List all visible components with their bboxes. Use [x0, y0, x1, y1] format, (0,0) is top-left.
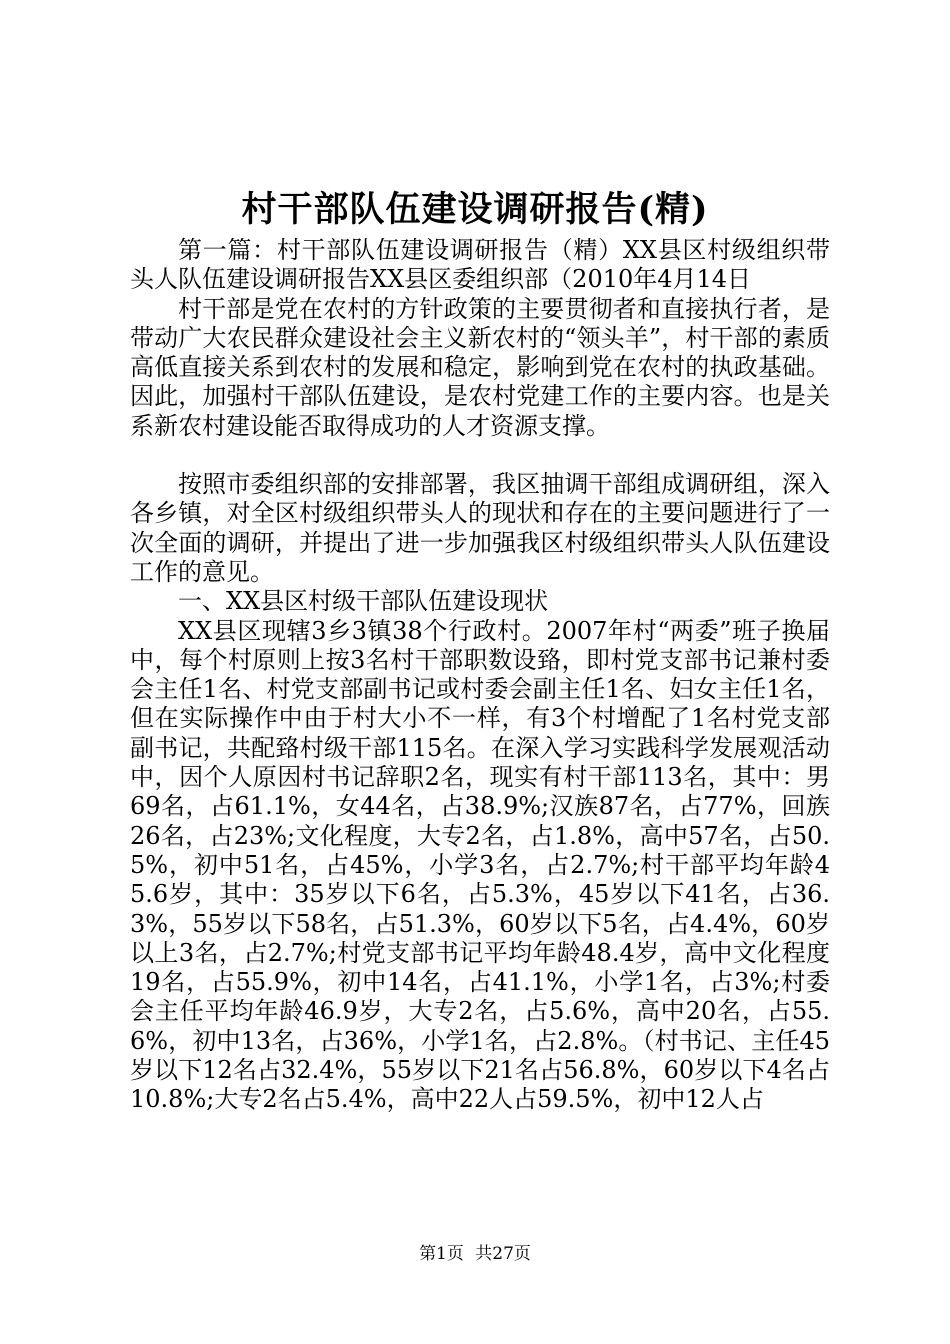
section-heading: 一、XX县区村级干部队伍建设现状: [178, 587, 549, 616]
paragraph-survey: 按照市委组织部的安排部署，我区抽调干部组成调研组，深入各乡镇，对全区村级组织带头人的现状和存在的主要问题进行了一次全面的调研，并提出了进一步加强我区村级组织带头人队伍建设工作的意见。: [130, 470, 830, 586]
document-title: 村干部队伍建设调研报告(精): [241, 189, 709, 230]
page-number: 第1页: [419, 1244, 464, 1264]
paragraph-cadre-role: 村干部是党在农村的方针政策的主要贯彻者和直接执行者，是带动广大农民群众建设社会主义新农村的“领头羊”，村干部的素质高低直接关系到农村的发展和稳定，影响到党在农村的执政基础。因此，加强村干部队伍建设，是农村党建工作的主要内容。也是关系新农村建设能否取得成功的人才资源支撑。: [130, 294, 830, 440]
paragraph-intro: 第一篇：村干部队伍建设调研报告（精）XX县区村级组织带头人队伍建设调研报告XX县区委组织部（2010年4月14日: [130, 236, 830, 294]
paragraph-statistics: XX县区现辖3乡3镇38个行政村。2007年村“两委”班子换届中，每个村原则上按3名村干部职数设臵，即村党支部书记兼村委会主任1名、村党支部副书记或村委会副主任1名、妇女主任1名，但在实际操作中由于村大小不一样，有3个村增配了1名村党支部副书记，共配臵村级干部115名。在深入学习实践科学发展观活动中，因个人原因村书记辞职2名，现实有村干部113名，其中：男69名，占61.1%，女44名，占38.9%;汉族87名，占77%，回族26名，占23%;文化程度，大专2名，占1.8%，高中57名，占50.5%，初中51名，占45%，小学3名，占2.7%;村干部平均年龄45.6岁，其中：35岁以下6名，占5.3%，45岁以下41名，占36.3%，55岁以下58名，占51.3%，60岁以下5名，占4.4%，60岁以上3名，占2.7%;村党支部书记平均年龄48.4岁，高中文化程度19名，占55.9%，初中14名，占41.1%，小学1名，占3%;村委会主任平均年龄46.9岁，大专2名，占5.6%，高中20名，占55.6%，初中13名，占36%，小学1名，占2.8%。（村书记、主任45岁以下12名占32.4%，55岁以下21名占56.8%，60岁以下4名占10.8%;大专2名占5.4%，高中22人占59.5%，初中12人占: [130, 616, 830, 1114]
page-footer: [0, 1243, 950, 1265]
document-body: [130, 236, 830, 1115]
page-total: 共27页: [475, 1244, 531, 1264]
paragraph-gap: [130, 441, 830, 470]
